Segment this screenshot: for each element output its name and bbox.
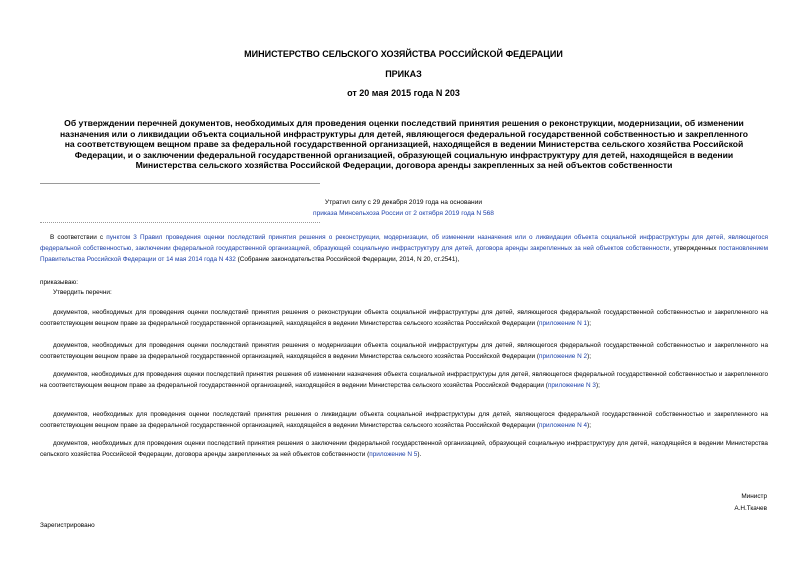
list-item-tail: ); xyxy=(587,353,591,361)
appendix-2-link[interactable]: приложение N 2 xyxy=(539,353,588,361)
list-item xyxy=(40,369,768,391)
list-item-text: документов, необходимых для проведения оценки последствий принятия решения о реконструкции объекта социальной инфраструктуры для детей, являющегося федеральной государственной собственностью и закрепленного на соответствующем вещном праве за федеральной государственной организацией, находящейся в ведении Министерства сельского хозяйства Российской Федерации ( xyxy=(40,309,768,328)
preamble-text-3: (Собрание законодательства Российской Федерации, 2014, N 20, ст.2541), xyxy=(235,256,460,264)
list-item-text: документов, необходимых для проведения оценки последствий принятия решения о заключении федеральной государственной организацией, образующей социальную инфраструктуру для детей, находящейся в ведении Министерства сельского хозяйства Российской Федерации, договора аренды закрепленных за ней объектов собственности ( xyxy=(40,440,768,459)
list-item-tail: ). xyxy=(417,451,422,459)
divider xyxy=(40,183,320,184)
list-item-text: документов, необходимых для проведения оценки последствий принятия решения о ликвидации объекта социальной инфраструктуры для детей, являющегося федеральной государственной собственностью и закрепленного на соответствующем вещном праве за федеральной государственной организацией, находящейся в ведении Министерства сельского хозяйства Российской Федерации ( xyxy=(40,411,768,430)
divider-dotted xyxy=(40,222,320,223)
doc-type-heading: ПРИКАЗ xyxy=(385,69,422,79)
order-word: приказываю: xyxy=(40,279,78,286)
list-item-text: документов, необходимых для проведения оценки последствий принятия решения об изменении назначения объекта социальной инфраструктуры для детей, являющегося федеральной государственной собственностью и закрепленного на соответствующем вещном праве за федеральной государственной организацией, находящейся в ведении Министерства сельского хозяйства Российской Федерации ( xyxy=(40,371,768,390)
date-number-heading: от 20 мая 2015 года N 203 xyxy=(347,88,460,98)
preamble-text-1: В соответствии с xyxy=(50,234,107,241)
appendix-5-link[interactable]: приложение N 5 xyxy=(369,451,418,459)
government-decree-link[interactable]: постановлением Правительства Российской Федерации от 14 мая 2014 года N 432 xyxy=(40,245,768,264)
ministry-heading: МИНИСТЕРСТВО СЕЛЬСКОГО ХОЗЯЙСТВА РОССИЙСКОЙ ФЕДЕРАЦИИ xyxy=(244,49,563,59)
list-item-tail: ); xyxy=(587,320,591,328)
list-item xyxy=(40,307,768,329)
list-item xyxy=(40,409,768,431)
list-item-tail: ); xyxy=(587,422,591,430)
signature-position: Министр xyxy=(741,493,767,500)
rules-link[interactable]: пунктом 3 Правил проведения оценки последствий принятия решения о реконструкции, модернизации, об изменении назначения или о ликвидации объекта социальной инфраструктуры для детей, являющегося федеральной собственностью, заключении федеральной государственной организацией, образующей социальную инфраструктуру для детей, договора аренды закрепленных за ней объектов собственности xyxy=(40,234,768,253)
preamble-paragraph xyxy=(40,232,768,266)
appendix-4-link[interactable]: приложение N 4 xyxy=(539,422,588,430)
appendix-3-link[interactable]: приложение N 3 xyxy=(547,382,596,390)
list-item xyxy=(40,340,768,362)
approve-line: Утвердить перечни: xyxy=(53,289,112,296)
status-note-line: Утратил силу с 29 декабря 2019 года на основании xyxy=(324,199,483,206)
page-title: Об утверждении перечней документов, необходимых для проведения оценки последствий принятия решения о реконструкции, модернизации, об изменении назначения или о ликвидации объекта социальной инфраструктуры для детей, являющегося федеральной государственной собственностью и закрепленного на соответствующем вещном праве за федеральной государственной организацией, находящейся в ведении Министерства сельского хозяйства Российской Федерации, и о заключении федеральной государственной организацией, образующей социальную инфраструктуру для детей, находящейся в ведении Министерства сельского хозяйства Российской Федерации, договора аренды закрепленных за ней объектов собственности xyxy=(59,118,749,171)
appendix-1-link[interactable]: приложение N 1 xyxy=(539,320,588,328)
list-item xyxy=(40,438,768,460)
registered-note: Зарегистрировано xyxy=(40,522,95,529)
signature-name: А.Н.Ткачев xyxy=(734,505,767,512)
preamble-text-2: , утвержденных xyxy=(669,245,719,253)
list-item-tail: ); xyxy=(595,382,600,390)
status-note-link-row xyxy=(0,208,807,219)
list-item-text: документов, необходимых для проведения оценки последствий принятия решения о модернизации объекта социальной инфраструктуры для детей, являющегося федеральной государственной собственностью и закрепленного на соответствующем вещном праве за федеральной государственной организацией, находящейся в ведении Министерства сельского хозяйства Российской Федерации ( xyxy=(40,342,768,361)
repeal-order-link[interactable]: приказа Минсельхоза России от 2 октября 2019 года N 568 xyxy=(313,210,494,217)
